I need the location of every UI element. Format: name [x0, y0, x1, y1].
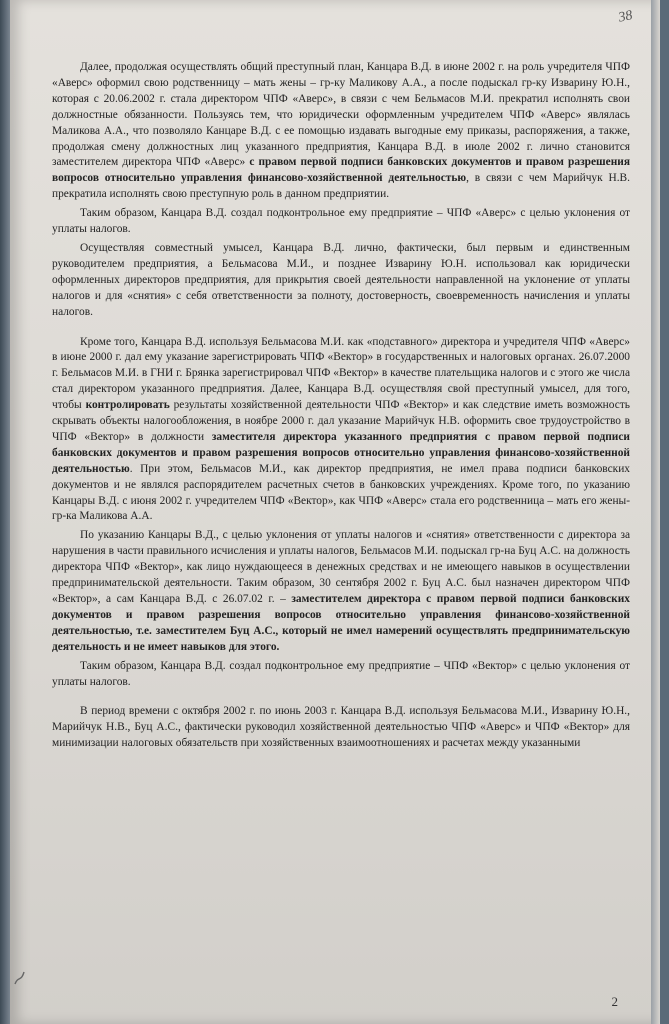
text-segment: В период времени с октября 2002 г. по июнь 2003 г. Канцара В.Д. используя Бельмасова М.И., Изварину Ю.Н., Марийчук Н.В., Буц А.С., фактически руководил хозяйственной деятельностью ЧПФ «Аверс» и ЧПФ «Вектор» для минимизации налоговых обязательств при хозяйственных взаимоотношениях и расчетах между указанными: [52, 705, 630, 750]
paragraph: [52, 241, 630, 321]
handwritten-page-mark: 38: [617, 8, 634, 26]
bold-text-segment: заместителем директора с правом первой подписи банковских документов и правом разрешения вопросов относительно управления финансово-хозяйственной деятельностью, т.е. заместителем Буц А.С., который не имел намерений осуществлять предпринимательскую деятельность и не имеет навыков для этого.: [52, 593, 630, 653]
text-segment: . При этом, Бельмасов М.И., как директор предприятия, не имел права подписи банковских документов и не являлся распорядителем расчетных счетов в банковских учреждениях. Кроме того, по указанию Канцары В.Д. с июня 2002 г. учредителем ЧПФ «Вектор», как ЧПФ «Аверс» стала его родственница – мать его жены- гр-ка Маликова А.А.: [52, 462, 630, 523]
paragraph: [52, 335, 630, 526]
text-segment: , в связи с чем Марийчук Н.В. прекратила исполнять свою преступную роль в данном предприятии.: [52, 172, 631, 201]
text-segment: Таким образом, Канцара В.Д. создал подконтрольное ему предприятие – ЧПФ «Вектор» с целью уклонения от уплаты налогов.: [52, 659, 630, 688]
text-segment: Осуществляя совместный умысел, Канцара В.Д. лично, фактически, был первым и единственным руководителем предприятия, а Бельмасова М.И., и позднее Изварину Ю.Н. использовал как юридически оформленных директоров предприятия, для прикрытия своей деятельности направленной на уклонение от уплаты налогов и для «снятия» с себя ответственности за полноту, достоверность, своевременность начисления и уплаты налогов.: [52, 241, 630, 318]
paragraph: [52, 704, 630, 752]
text-segment: результаты хозяйственной деятельности ЧПФ «Вектор» и как следствие иметь возможность скрывать объекты налогообложения, в ноябре 2000 г. дал указание Марийчук Н.В. оформить свое трудоустройство в ЧПФ «Вектор» в должности: [52, 399, 630, 443]
text-segment: По указанию Канцары В.Д., с целью уклонения от уплаты налогов и «снятия» ответственности с директора за нарушения в части правильного исчисления и уплаты налогов, Бельмасов М.И. подыскал гр-на Буц А.С. на должность директора ЧПФ «Вектор», как лицо нуждающееся в денежных средствах и не имеющего навыков в осуществлении предпринимательской деятельности. Таким образом, 30 сентября 2002 г. Буц А.С. был назначен директором ЧПФ «Вектор», а сам Канцара В.Д. с 26.07.02 г. –: [52, 529, 630, 605]
binder-edge: [0, 0, 10, 1024]
paragraph: [52, 60, 630, 203]
paragraph: [52, 528, 630, 655]
text-segment: Далее, продолжая осуществлять общий преступный план, Канцара В.Д. в июне 2002 г. на роль учредителя ЧПФ «Аверс» оформил свою родственницу – мать жены – гр-ку Маликову А.А., а после подыскал гр-ку Изварину Ю.Н., которая с 20.06.2002 г. стала директором ЧПФ «Аверс», в связи с чем Бельмасов М.И. прекратил исполнять свои должностные обязанности. Пользуясь тем, что юридически оформленным учредителем ЧПФ «Аверс» являлась Маликова А.А., что позволяло Канцаре В.Д. с ее помощью издавать выгодные ему приказы, распоряжения, а также, продолжая смену должностных лиц указанного предприятия, Канцара В.Д. в июле 2002 г. лично становится заместителем директора ЧПФ «Аверс»: [52, 61, 630, 169]
bold-text-segment: с правом первой подписи банковских документов и правом разрешения вопросов относительно управления финансово-хозяйственной деятельностью: [52, 156, 630, 185]
text-segment: Кроме того, Канцара В.Д. используя Бельмасова М.И. как «подставного» директора и учредителя ЧПФ «Аверс» в июне 2000 г. дал ему указание зарегистрировать ЧПФ «Вектор» в государственных и налоговых органах. 26.07.2000 г. Бельмасов М.И. в ГНИ г. Брянка зарегистрировал ЧПФ «Вектор» в качестве плательщика налогов и с этого же числа стал директором указанного предприятия. Далее, Канцара В.Д. осуществляя свой преступный умысел, для того, чтобы: [52, 335, 630, 412]
paragraph: [52, 659, 630, 691]
bold-text-segment: контролировать: [85, 399, 170, 412]
scribble-icon: [12, 968, 28, 988]
page-edge: [651, 0, 660, 1024]
page-number: 2: [611, 994, 618, 1009]
text-segment: Таким образом, Канцара В.Д. создал подконтрольное ему предприятие – ЧПФ «Аверс» с целью уклонения от уплаты налогов.: [52, 207, 630, 236]
document-body: [52, 60, 630, 755]
paragraph: [52, 206, 630, 238]
bold-text-segment: заместителя директора указанного предприятия с правом первой подписи банковских документов и правом разрешения вопросов относительно управления финансово-хозяйственной деятельностью: [52, 430, 630, 475]
document-page: [10, 0, 660, 1024]
